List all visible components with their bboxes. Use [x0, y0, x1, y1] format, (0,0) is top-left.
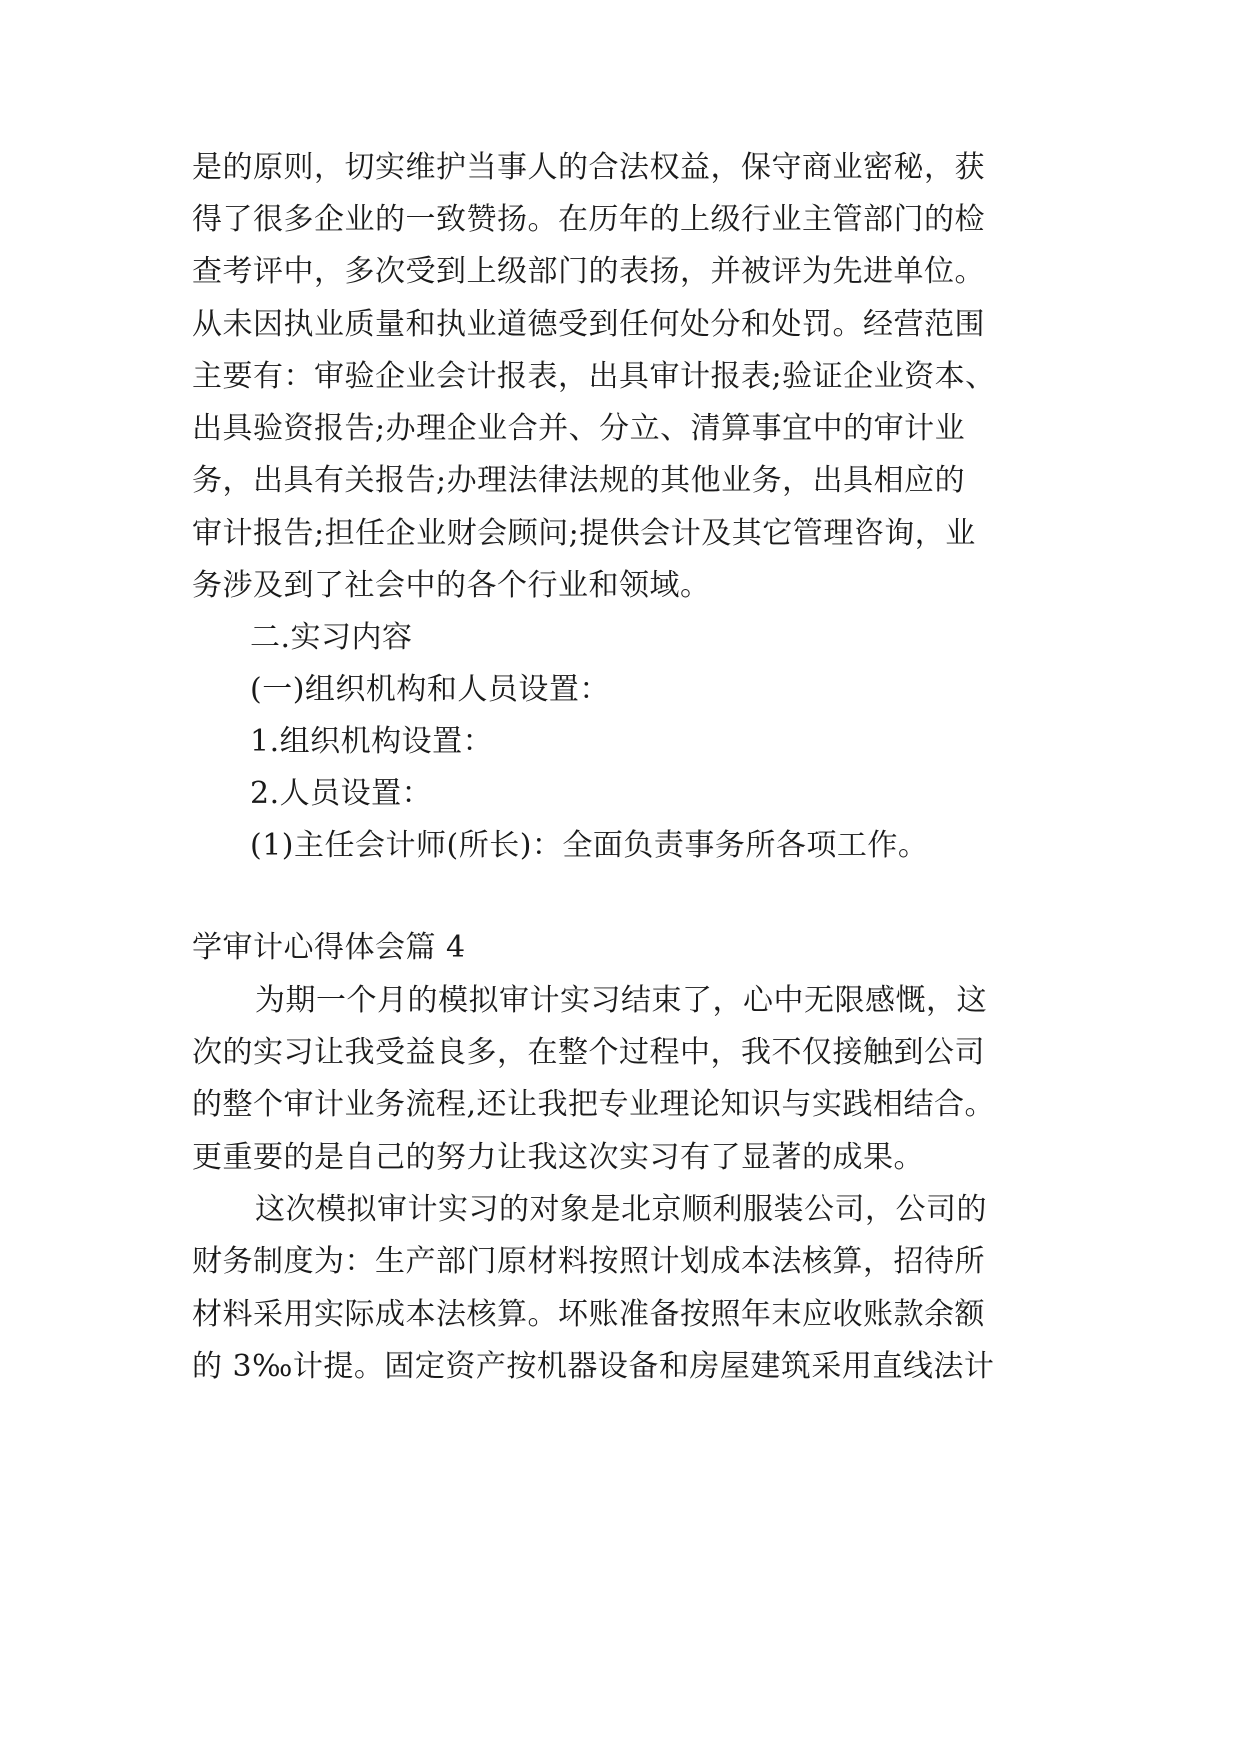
body-text-line: 出具验资报告;办理企业合并、分立、清算事宜中的审计业: [192, 411, 966, 446]
body-text-line: 材料采用实际成本法核算。坏账准备按照年末应收账款余额: [192, 1297, 985, 1332]
body-text-line: 从未因执业质量和执业道德受到任何处分和处罚。经营范围: [192, 307, 985, 342]
body-text-line: 务，出具有关报告;办理法律法规的其他业务，出具相应的: [192, 463, 966, 498]
body-text-line: 务涉及到了社会中的各个行业和领域。: [192, 568, 711, 603]
body-text-line: 的 3‰计提。固定资产按机器设备和房屋建筑采用直线法计: [192, 1349, 995, 1384]
section-heading: 二.实习内容: [250, 620, 413, 655]
list-item: 2.人员设置：: [250, 776, 433, 811]
body-text-line: 得了很多企业的一致赞扬。在历年的上级行业主管部门的检: [192, 202, 985, 237]
list-item: (1)主任会计师(所长)：全面负责事务所各项工作。: [250, 828, 929, 863]
subsection-heading: (一)组织机构和人员设置：: [250, 672, 610, 707]
body-text-line: 财务制度为：生产部门原材料按照计划成本法核算，招待所: [192, 1244, 985, 1279]
body-text-line: 是的原则，切实维护当事人的合法权益，保守商业密秘，获: [192, 150, 985, 185]
list-item: 1.组织机构设置：: [250, 724, 494, 759]
body-text-line: 查考评中，多次受到上级部门的表扬，并被评为先进单位。: [192, 254, 985, 289]
body-text-line: 的整个审计业务流程,还让我把专业理论知识与实践相结合。: [192, 1087, 996, 1122]
body-text-line: 审计报告;担任企业财会顾问;提供会计及其它管理咨询，业: [192, 516, 976, 551]
body-text-line: 这次模拟审计实习的对象是北京顺利服装公司，公司的: [255, 1192, 987, 1227]
article-title: 学审计心得体会篇 4: [192, 930, 466, 965]
body-text-line: 更重要的是自己的努力让我这次实习有了显著的成果。: [192, 1140, 924, 1175]
body-text-line: 为期一个月的模拟审计实习结束了，心中无限感慨，这: [255, 983, 987, 1018]
body-text-line: 主要有：审验企业会计报表，出具审计报表;验证企业资本、: [192, 359, 996, 394]
body-text-line: 次的实习让我受益良多，在整个过程中，我不仅接触到公司: [192, 1035, 985, 1070]
